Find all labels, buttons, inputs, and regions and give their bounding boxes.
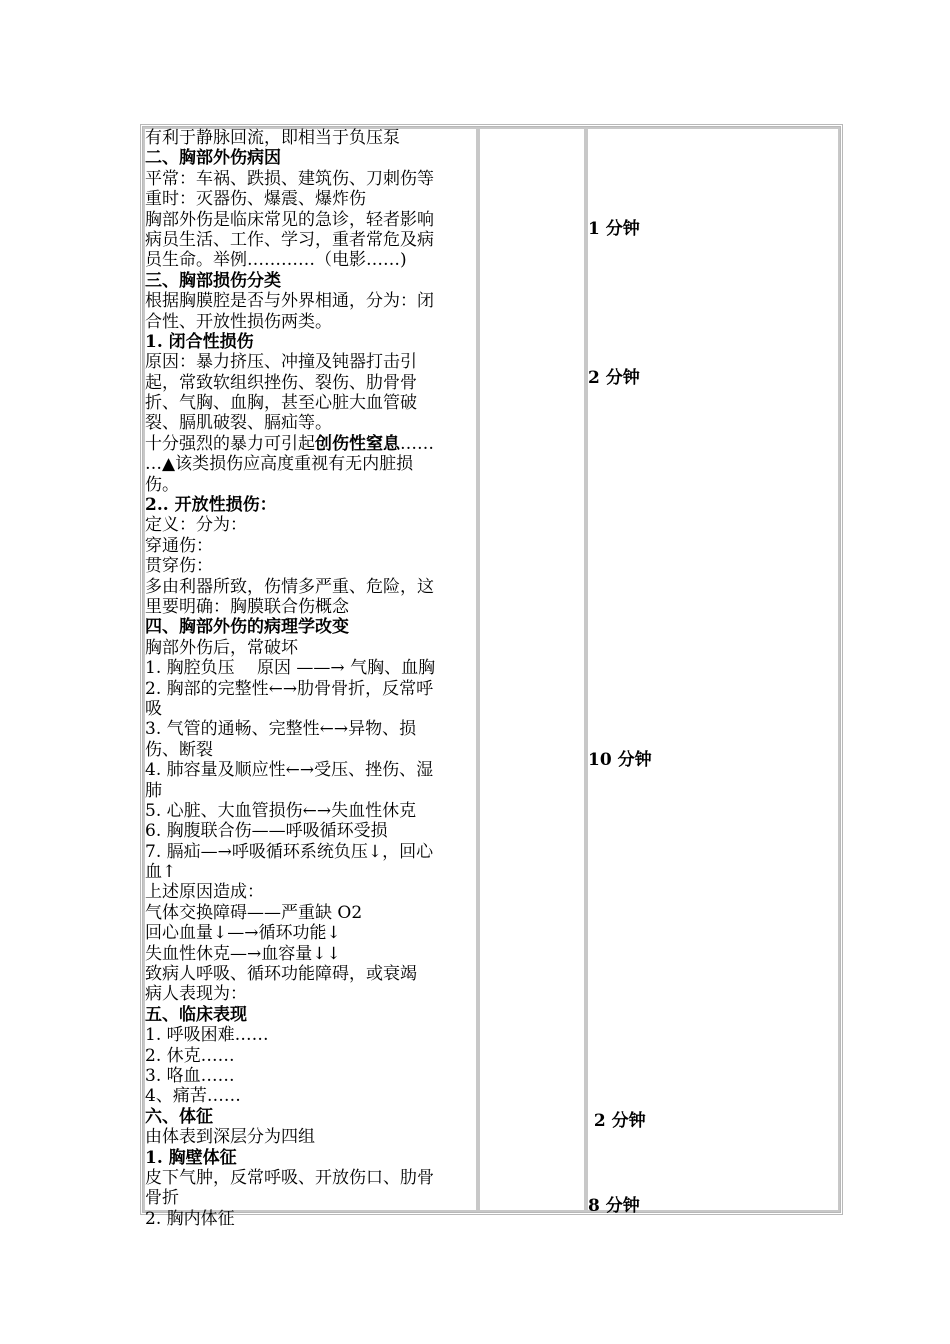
content-line: 2. 休克…… — [145, 1045, 235, 1066]
content-line — [145, 434, 475, 454]
content-line: 5. 心脏、大血管损伤←→失血性休克 — [145, 800, 417, 821]
content-line: 胸部外伤是临床常见的急诊，轻者影响 — [145, 209, 434, 230]
content-line: 血↑ — [145, 862, 177, 883]
content-line: 二、胸部外伤病因 — [145, 148, 281, 169]
time-cell — [586, 127, 840, 1212]
content-line: 胸部外伤后，常破坏 — [145, 637, 298, 658]
content-line: 穿通伤： — [145, 535, 213, 556]
content-line: 上述原因造成： — [145, 882, 264, 903]
content-line-segment: …… — [400, 433, 434, 454]
content-line: 肺 — [145, 780, 162, 801]
time-label: 8 分钟 — [588, 1196, 640, 1216]
content-line: 皮下气肿，反常呼吸、开放伤口、肋骨 — [145, 1167, 434, 1188]
content-line: 2. 胸内体征 — [145, 1208, 235, 1229]
content-line: 三、胸部损伤分类 — [145, 270, 281, 291]
time-label: 2 分钟 — [588, 368, 640, 388]
content-line: 平常：车祸、跌损、建筑伤、刀刺伤等 — [145, 168, 434, 189]
content-line: 6. 胸腹联合伤——呼吸循环受损 — [145, 821, 388, 842]
content-line: 根据胸膜腔是否与外界相通，分为：闭 — [145, 291, 434, 312]
content-line: 原因：暴力挤压、冲撞及钝器打击引 — [145, 352, 417, 373]
content-line: 五、临床表现 — [145, 1004, 247, 1025]
content-line: …▲该类损伤应高度重视有无内脏损 — [145, 454, 414, 475]
content-line: 有利于静脉回流，即相当于负压泵 — [145, 128, 400, 148]
content-line: 3. 气管的通畅、完整性←→异物、损 — [145, 719, 417, 740]
method-cell — [478, 127, 586, 1212]
content-line: 致病人呼吸、循环功能障碍，或衰竭 — [145, 964, 417, 985]
time-label: 10 分钟 — [588, 750, 652, 770]
content-line: 1. 呼吸困难…… — [145, 1025, 269, 1046]
content-line: 合性、开放性损伤两类。 — [145, 311, 332, 332]
content-line: 折、气胸、血胸，甚至心脏大血管破 — [145, 393, 417, 414]
content-line: 失血性休克—→血容量↓↓ — [145, 943, 341, 964]
content-line: 伤。 — [145, 474, 179, 495]
content-line: 回心血量↓—→循环功能↓ — [145, 923, 341, 944]
content-line: 由体表到深层分为四组 — [145, 1127, 315, 1148]
content-line: 贯穿伤： — [145, 556, 213, 577]
content-line: 2. 胸部的完整性←→肋骨骨折，反常呼 — [145, 678, 434, 699]
content-line: 里要明确：胸膜联合伤概念 — [145, 596, 349, 617]
content-line: 四、胸部外伤的病理学改变 — [145, 617, 349, 638]
content-line: 员生命。举例…………（电影……) — [145, 250, 407, 271]
content-line: 病人表现为： — [145, 984, 247, 1005]
content-line: 多由利器所致，伤情多严重、危险，这 — [145, 576, 434, 597]
content-line: 1. 闭合性损伤 — [145, 331, 254, 352]
content-line: 伤、断裂 — [145, 739, 213, 760]
content-line: 病员生活、工作、学习，重者常危及病 — [145, 229, 434, 250]
content-line: 裂、膈肌破裂、膈疝等。 — [145, 413, 332, 434]
content-line: 吸 — [145, 698, 162, 719]
time-label: 1 分钟 — [588, 219, 640, 239]
content-line: 气体交换障碍——严重缺 O2 — [145, 902, 363, 923]
content-line: 7. 膈疝—→呼吸循环系统负压↓，回心 — [145, 841, 434, 862]
lesson-content-text — [145, 128, 475, 1229]
content-line: 六、体征 — [145, 1106, 213, 1127]
content-line: 4、痛苦…… — [145, 1086, 241, 1107]
content-line: 4. 肺容量及顺应性←→受压、挫伤、湿 — [145, 760, 434, 781]
content-line: 定义：分为： — [145, 515, 247, 536]
content-line-segment: 十分强烈的暴力可引起 — [145, 433, 315, 454]
content-line-segment: 创伤性窒息 — [315, 433, 400, 454]
content-line: 1. 胸腔负压 原因 ——→ 气胸、血胸 — [145, 658, 436, 679]
content-line: 重时：灭器伤、爆震、爆炸伤 — [145, 189, 366, 210]
content-line: 骨折 — [145, 1188, 179, 1209]
time-label: 2 分钟 — [588, 1111, 646, 1131]
content-line: 2.. 开放性损伤： — [145, 495, 277, 516]
content-line: 起，常致软组织挫伤、裂伤、肋骨骨 — [145, 372, 417, 393]
content-line: 3. 咯血…… — [145, 1065, 235, 1086]
content-line: 1. 胸壁体征 — [145, 1147, 237, 1168]
